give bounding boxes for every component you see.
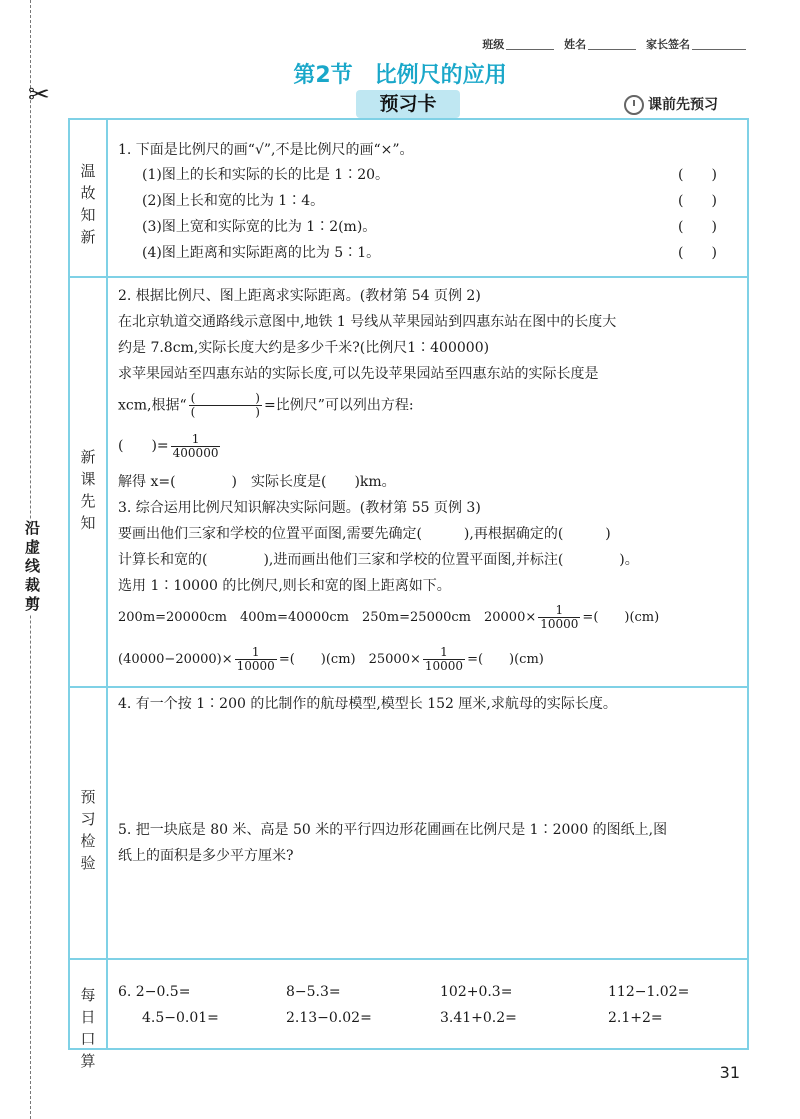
row-divider xyxy=(70,276,747,278)
cut-label: 沿虚线裁剪 xyxy=(22,520,44,615)
row-label-daily-calc: 每日口算 xyxy=(80,986,96,1070)
q2-formula-prefix: xcm,根据“ xyxy=(118,397,187,414)
calc-item: 2.1+2= xyxy=(608,1010,663,1026)
q3-fraction xyxy=(538,604,580,631)
worksheet-table xyxy=(68,118,749,1070)
q3-fraction xyxy=(235,646,277,673)
q3-frac-num: 1 xyxy=(538,604,580,618)
q3-frac-num: 1 xyxy=(423,646,465,660)
q3-frac-den: 10000 xyxy=(540,617,579,631)
row-label-preview-check: 预习检验 xyxy=(80,788,96,872)
q5-line: 纸上的面积是多少平方厘米? xyxy=(118,848,294,864)
q4-text: 4. 有一个按 1∶200 的比制作的航母模型,模型长 152 厘米,求航母的实际长度。 xyxy=(118,696,617,712)
q3-row2-a: (40000−20000)× xyxy=(118,652,233,667)
q2-eq-den: 400000 xyxy=(172,445,219,460)
name-field[interactable] xyxy=(588,49,636,50)
class-label: 班级 xyxy=(482,38,505,51)
q1-answer-paren[interactable]: ( ) xyxy=(678,219,717,235)
q2-line: 约是 7.8cm,实际长度大约是多少千米?(比例尺1∶400000) xyxy=(118,340,490,356)
calc-item: 8−5.3= xyxy=(286,984,341,1000)
calc-item: 102+0.3= xyxy=(440,984,513,1000)
q1-stem: 1. 下面是比例尺的画“√”,不是比例尺的画“×”。 xyxy=(118,142,414,158)
q2-eq-left[interactable]: ( )= xyxy=(118,438,169,454)
q2-eq-num: 1 xyxy=(171,433,221,447)
alarm-clock-icon xyxy=(624,95,644,115)
q3-frac-den: 10000 xyxy=(424,659,464,673)
calc-item: 4.5−0.01= xyxy=(142,1010,219,1026)
calc-item: 6. 2−0.5= xyxy=(118,984,191,1000)
q2-ratio-fraction xyxy=(189,392,262,419)
section-title xyxy=(0,58,800,89)
q3-row2-c[interactable]: =( )(cm) xyxy=(467,652,544,667)
q1-answer-paren[interactable]: ( ) xyxy=(678,193,717,209)
q4-answer-area[interactable] xyxy=(118,720,718,820)
column-divider xyxy=(106,120,108,1048)
q2-frac-bottom[interactable]: ( ) xyxy=(190,405,260,419)
q2-eq-fraction xyxy=(171,433,221,460)
q2-solve[interactable]: 解得 x=( ) 实际长度是( )km。 xyxy=(118,474,396,490)
q1-answer-paren[interactable]: ( ) xyxy=(678,167,717,183)
q1-item: (2)图上长和宽的比为 1∶4。 xyxy=(142,193,325,209)
parent-sign-field[interactable] xyxy=(692,49,746,50)
q3-line: 选用 1∶10000 的比例尺,则长和宽的图上距离如下。 xyxy=(118,578,451,594)
q2-equation xyxy=(118,432,222,460)
calc-item: 2.13−0.02= xyxy=(286,1010,372,1026)
q2-line-formula xyxy=(118,392,414,419)
q5-answer-area[interactable] xyxy=(118,872,718,952)
row-label-review: 温故知新 xyxy=(80,162,96,246)
q2-stem: 2. 根据比例尺、图上距离求实际距离。(教材第 54 页例 2) xyxy=(118,288,481,304)
q1-item: (3)图上宽和实际宽的比为 1∶2(m)。 xyxy=(142,219,377,235)
q2-line: 在北京轨道交通路线示意图中,地铁 1 号线从苹果园站到四惠东站在图中的长度大 xyxy=(118,314,617,330)
scissors-icon: ✂ xyxy=(28,80,50,110)
q3-conversion-row xyxy=(118,604,659,632)
card-title: 预习卡 xyxy=(356,90,460,118)
row-label-new-lesson: 新课先知 xyxy=(80,448,96,532)
row-divider xyxy=(70,686,747,688)
row-divider xyxy=(70,958,747,960)
section-name: 比例尺的应用 xyxy=(374,63,507,88)
q1-answer-paren[interactable]: ( ) xyxy=(678,245,717,261)
preview-tag-label: 课前先预习 xyxy=(648,97,718,113)
q3-fraction xyxy=(423,646,465,673)
q3-calc-row xyxy=(118,646,544,674)
q3-conv-end[interactable]: =( )(cm) xyxy=(582,610,660,625)
q3-frac-den: 10000 xyxy=(236,659,275,673)
q3-row2-b[interactable]: =( )(cm) 25000× xyxy=(278,652,421,667)
q3-conv-text: 200m=20000cm 400m=40000cm 250m=25000cm 20000× xyxy=(118,610,537,625)
q3-frac-num: 1 xyxy=(235,646,277,660)
section-number: 第2节 xyxy=(293,63,353,88)
name-label: 姓名 xyxy=(564,38,587,51)
calc-item: 3.41+0.2= xyxy=(440,1010,517,1026)
q2-formula-suffix: =比例尺”可以列出方程: xyxy=(264,397,414,414)
parent-sign-label: 家长签名 xyxy=(646,38,690,51)
q2-frac-top[interactable]: ( ) xyxy=(190,391,260,405)
q3-line[interactable]: 计算长和宽的( ),进而画出他们三家和学校的位置平面图,并标注( )。 xyxy=(118,552,639,568)
calc-item: 112−1.02= xyxy=(608,984,690,1000)
preview-tag xyxy=(624,94,718,115)
class-field[interactable] xyxy=(506,49,554,50)
q3-stem: 3. 综合运用比例尺知识解决实际问题。(教材第 55 页例 3) xyxy=(118,500,481,516)
student-info-fields xyxy=(482,36,752,52)
q2-line: 求苹果园站至四惠东站的实际长度,可以先设苹果园站至四惠东站的实际长度是 xyxy=(118,366,599,382)
q3-line[interactable]: 要画出他们三家和学校的位置平面图,需要先确定( ),再根据确定的( ) xyxy=(118,526,611,542)
q1-item: (1)图上的长和实际的长的比是 1∶20。 xyxy=(142,167,390,183)
q5-line: 5. 把一块底是 80 米、高是 50 米的平行四边形花圃画在比例尺是 1∶2000 的图纸上,图 xyxy=(118,822,668,838)
q1-item: (4)图上距离和实际距离的比为 5∶1。 xyxy=(142,245,381,261)
page-number: 31 xyxy=(719,1063,740,1082)
